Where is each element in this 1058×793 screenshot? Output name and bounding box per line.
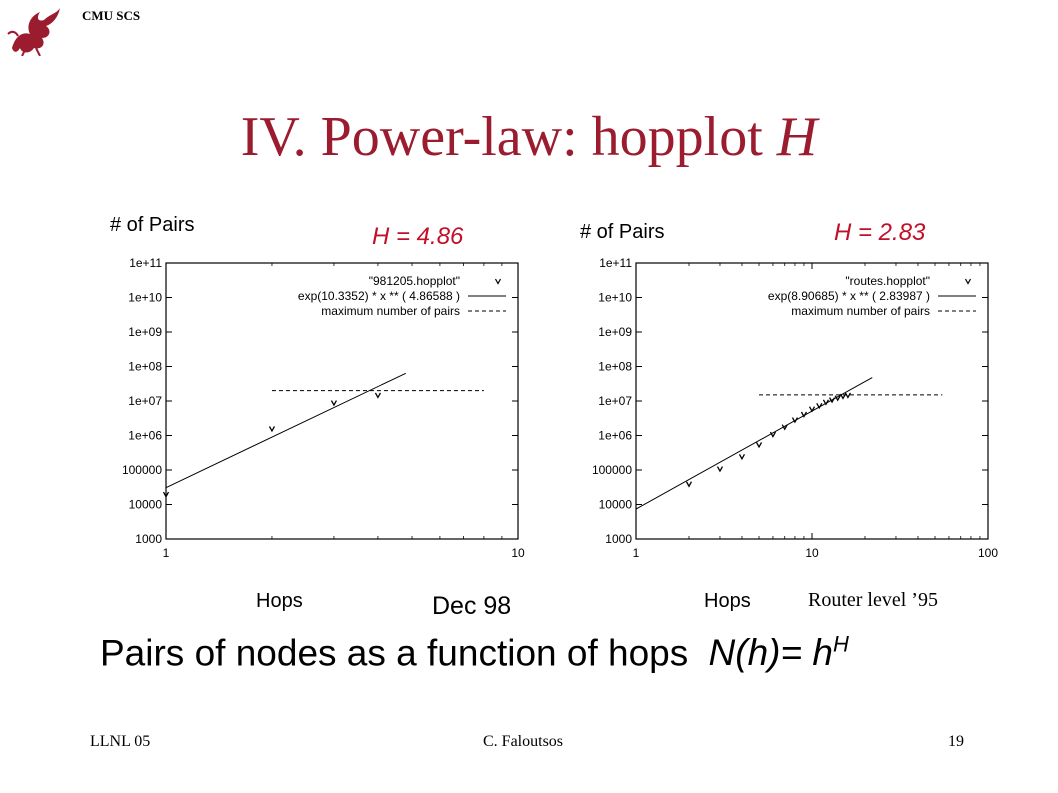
chart1-x-caption: Hops — [256, 590, 303, 612]
chart1-legend-label: "981205.hopplot" — [368, 274, 460, 288]
chart2-data-point — [801, 412, 806, 417]
footer-left: LLNL 05 — [90, 733, 151, 750]
title-text: IV. Power-law: hopplot — [240, 106, 763, 168]
formula-exponent: H — [832, 632, 849, 657]
org-label: CMU SCS — [82, 8, 141, 23]
chart1-y-tick-label: 10000 — [128, 497, 162, 512]
chart1-legend-marker — [496, 279, 501, 284]
chart1-y-tick-label: 100000 — [121, 463, 162, 477]
chart1-fit-line — [166, 373, 406, 487]
chart1-y-tick-label: 1e+06 — [128, 428, 162, 443]
chart2-data-point — [845, 393, 850, 398]
chart1-data-point — [375, 393, 380, 398]
chart1-date-caption: Dec 98 — [432, 592, 512, 620]
chart2-legend-marker — [966, 279, 971, 284]
chart1-y-tick-label: 1e+09 — [128, 325, 162, 339]
chart2-data-point — [686, 482, 691, 487]
chart2-y-tick-label: 1000 — [605, 532, 632, 546]
chart1-h-value: H = 4.86 — [372, 223, 464, 250]
chart2-data-point — [782, 425, 787, 430]
chart2-y-tick-label: 10000 — [598, 497, 632, 512]
chart2-hopplot — [580, 255, 1020, 573]
chart2-y-tick-label: 1e+06 — [598, 428, 632, 443]
chart1-y-tick-label: 1e+10 — [128, 290, 162, 305]
chart1-y-tick-label: 1000 — [135, 532, 162, 546]
chart2-x-tick-label: 10 — [805, 546, 819, 560]
chart2-x-tick-label: 100 — [977, 546, 999, 560]
chart2-data-point — [823, 400, 828, 405]
summary-line — [100, 632, 849, 674]
chart1-y-tick-label: 1e+08 — [128, 359, 162, 374]
formula-lhs: N(h)= h — [708, 632, 833, 674]
chart1-data-point — [269, 426, 274, 431]
footer-author: C. Faloutsos — [483, 733, 564, 750]
power-law-formula — [709, 632, 849, 673]
chart2-data-point — [817, 403, 822, 408]
chart2-y-tick-label: 1e+08 — [598, 359, 632, 374]
chart2-data-point — [739, 454, 744, 459]
chart2-y-tick-label: 1e+11 — [599, 256, 632, 270]
chart1-x-tick-label: 10 — [511, 546, 525, 560]
title-symbol: H — [776, 106, 818, 168]
chart2-h-value: H = 2.83 — [834, 219, 926, 246]
chart2-y-tick-label: 1e+09 — [598, 325, 632, 339]
chart1-x-tick-label: 1 — [162, 546, 170, 560]
chart2-x-tick-label: 1 — [632, 546, 640, 560]
chart2-y-tick-label: 1e+10 — [598, 290, 632, 305]
chart1-legend-label: exp(10.3352) * x ** ( 4.86588 ) — [297, 289, 460, 303]
griffin-icon — [6, 4, 64, 56]
chart2-y-caption: # of Pairs — [580, 221, 665, 243]
chart2-data-point — [757, 442, 762, 447]
chart2-x-caption: Hops — [704, 590, 751, 612]
chart2-data-point — [840, 394, 845, 399]
chart1-y-tick-label: 1e+07 — [128, 394, 162, 408]
chart2-legend-label: "routes.hopplot" — [845, 274, 930, 288]
chart1-hopplot — [110, 255, 550, 573]
chart2-date-caption: Router level ’95 — [808, 589, 938, 611]
slide-title — [0, 105, 1058, 169]
chart2-y-tick-label: 1e+07 — [598, 394, 632, 408]
summary-text: Pairs of nodes as a function of hops — [100, 632, 689, 674]
chart2-y-tick-label: 100000 — [591, 463, 632, 477]
chart2-legend-label: maximum number of pairs — [791, 304, 930, 318]
page-number: 19 — [948, 733, 964, 750]
chart2-data-point — [717, 467, 722, 472]
chart1-data-point — [331, 401, 336, 406]
chart2-legend-label: exp(8.90685) * x ** ( 2.83987 ) — [767, 289, 930, 303]
chart1-legend-label: maximum number of pairs — [321, 304, 460, 318]
chart1-y-tick-label: 1e+11 — [129, 256, 162, 270]
chart1-y-caption: # of Pairs — [110, 214, 195, 236]
